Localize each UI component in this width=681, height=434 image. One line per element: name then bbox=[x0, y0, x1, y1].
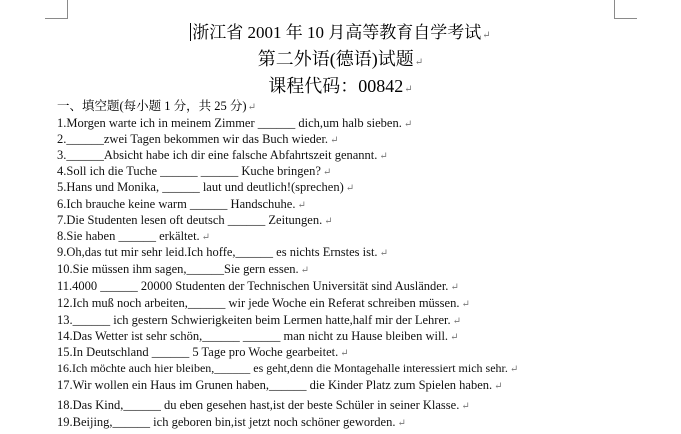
question-text: 8.Sie haben ______ erkältet. bbox=[57, 229, 200, 243]
paragraph-mark-icon: ↵ bbox=[247, 102, 256, 113]
question-line-1[interactable] bbox=[57, 116, 412, 131]
question-text: 13.______ ich gestern Schwierigkeiten beim Lermen hatte,half mir der Lehrer. bbox=[57, 313, 451, 327]
paragraph-mark-icon: ↵ bbox=[450, 282, 459, 293]
question-line-19[interactable] bbox=[57, 415, 406, 430]
paragraph-mark-icon: ↵ bbox=[340, 348, 349, 359]
course-code-line[interactable] bbox=[0, 72, 681, 98]
paragraph-mark-icon: ↵ bbox=[379, 248, 388, 259]
question-line-2[interactable] bbox=[57, 132, 338, 147]
question-text: 10.Sie müssen ihm sagen,______Sie gern essen. bbox=[57, 262, 299, 276]
question-line-8[interactable] bbox=[57, 229, 210, 244]
paragraph-mark-icon: ↵ bbox=[403, 119, 413, 130]
course-code-text: 课程代码：00842 bbox=[268, 76, 404, 96]
subject-title-text: 第二外语(德语)试题 bbox=[257, 49, 414, 69]
paragraph-mark-icon: ↵ bbox=[461, 299, 470, 310]
question-text: 11.4000 ______ 20000 Studenten der Technischen Universität sind Ausländer. bbox=[57, 279, 449, 293]
paragraph-mark-icon: ↵ bbox=[461, 401, 470, 412]
paragraph-mark-icon: ↵ bbox=[324, 216, 333, 227]
question-text: 12.Ich muß noch arbeiten,______ wir jede Woche ein Referat schreiben müssen. bbox=[57, 296, 460, 310]
question-text: 5.Hans und Monika, ______ laut und deutlich!(sprechen) bbox=[57, 180, 344, 194]
question-text: 2.______zwei Tagen bekommen wir das Buch wieder. bbox=[57, 132, 329, 146]
paragraph-mark-icon: ↵ bbox=[379, 151, 388, 162]
paragraph-mark-icon: ↵ bbox=[297, 200, 306, 211]
exam-title-text: 浙江省 2001 年 10 月高等教育自学考试 bbox=[192, 23, 482, 42]
paragraph-mark-icon: ↵ bbox=[494, 381, 503, 392]
paragraph-mark-icon: ↵ bbox=[482, 30, 491, 41]
paragraph-mark-icon: ↵ bbox=[450, 332, 459, 343]
question-line-13[interactable] bbox=[57, 313, 461, 328]
question-text: 3.______Absicht habe ich dir eine falsche Abfahrtszeit genannt. bbox=[57, 148, 378, 162]
question-line-18[interactable] bbox=[57, 398, 470, 413]
exam-title-line[interactable] bbox=[0, 18, 681, 43]
question-text: 15.In Deutschland ______ 5 Tage pro Woche gearbeitet. bbox=[57, 345, 339, 359]
question-text: 7.Die Studenten lesen oft deutsch ______ Zeitungen. bbox=[57, 213, 323, 227]
question-line-10[interactable] bbox=[57, 262, 309, 277]
question-line-7[interactable] bbox=[57, 213, 333, 228]
question-line-12[interactable] bbox=[57, 296, 470, 311]
question-text: 4.Soll ich die Tuche ______ ______ Kuche bringen? bbox=[57, 164, 321, 178]
question-text: 9.Oh,das tut mir sehr leid.Ich hoffe,______ es nichts Ernstes ist. bbox=[57, 245, 378, 259]
crop-mark-top-left bbox=[45, 0, 68, 19]
paragraph-mark-icon: ↵ bbox=[509, 364, 519, 375]
subject-title-line[interactable] bbox=[0, 45, 681, 71]
question-line-11[interactable] bbox=[57, 279, 459, 294]
question-line-16[interactable] bbox=[57, 361, 518, 376]
paragraph-mark-icon: ↵ bbox=[414, 57, 424, 68]
paragraph-mark-icon: ↵ bbox=[201, 232, 211, 243]
question-text: 14.Das Wetter ist sehr schön,______ ______ man nicht zu Hause bleiben will. bbox=[57, 329, 449, 343]
question-text: 6.Ich brauche keine warm ______ Handschuhe. bbox=[57, 197, 296, 211]
paragraph-mark-icon: ↵ bbox=[404, 84, 413, 95]
question-text: 19.Beijing,______ ich geboren bin,ist jetzt noch schöner geworden. bbox=[57, 415, 396, 429]
paragraph-mark-icon: ↵ bbox=[330, 135, 339, 146]
paragraph-mark-icon: ↵ bbox=[300, 265, 310, 276]
question-text: 17.Wir wollen ein Haus im Grunen haben,______ die Kinder Platz zum Spielen haben. bbox=[57, 378, 493, 392]
paragraph-mark-icon: ↵ bbox=[322, 167, 332, 178]
question-line-9[interactable] bbox=[57, 245, 388, 260]
question-text: 18.Das Kind,______ du eben gesehen hast,ist der beste Schüler in seiner Klasse. bbox=[57, 398, 460, 412]
section-heading[interactable] bbox=[57, 96, 256, 114]
question-line-5[interactable] bbox=[57, 180, 354, 195]
question-line-4[interactable] bbox=[57, 164, 331, 179]
paragraph-mark-icon: ↵ bbox=[452, 316, 462, 327]
question-line-6[interactable] bbox=[57, 197, 306, 212]
question-line-15[interactable] bbox=[57, 345, 349, 360]
question-text: 16.Ich möchte auch hier bleiben,______ es geht,denn die Montagehalle interessiert mich sehr. bbox=[57, 361, 508, 375]
section-heading-text: 一、填空题(每小题 1 分，共 25 分) bbox=[57, 99, 247, 113]
paragraph-mark-icon: ↵ bbox=[345, 183, 355, 194]
question-line-3[interactable] bbox=[57, 148, 388, 163]
question-text: 1.Morgen warte ich in meinem Zimmer ______ dich,um halb sieben. bbox=[57, 116, 402, 130]
question-line-14[interactable] bbox=[57, 329, 458, 344]
paragraph-mark-icon: ↵ bbox=[397, 418, 406, 429]
crop-mark-top-right bbox=[614, 0, 637, 19]
question-line-17[interactable] bbox=[57, 378, 503, 393]
